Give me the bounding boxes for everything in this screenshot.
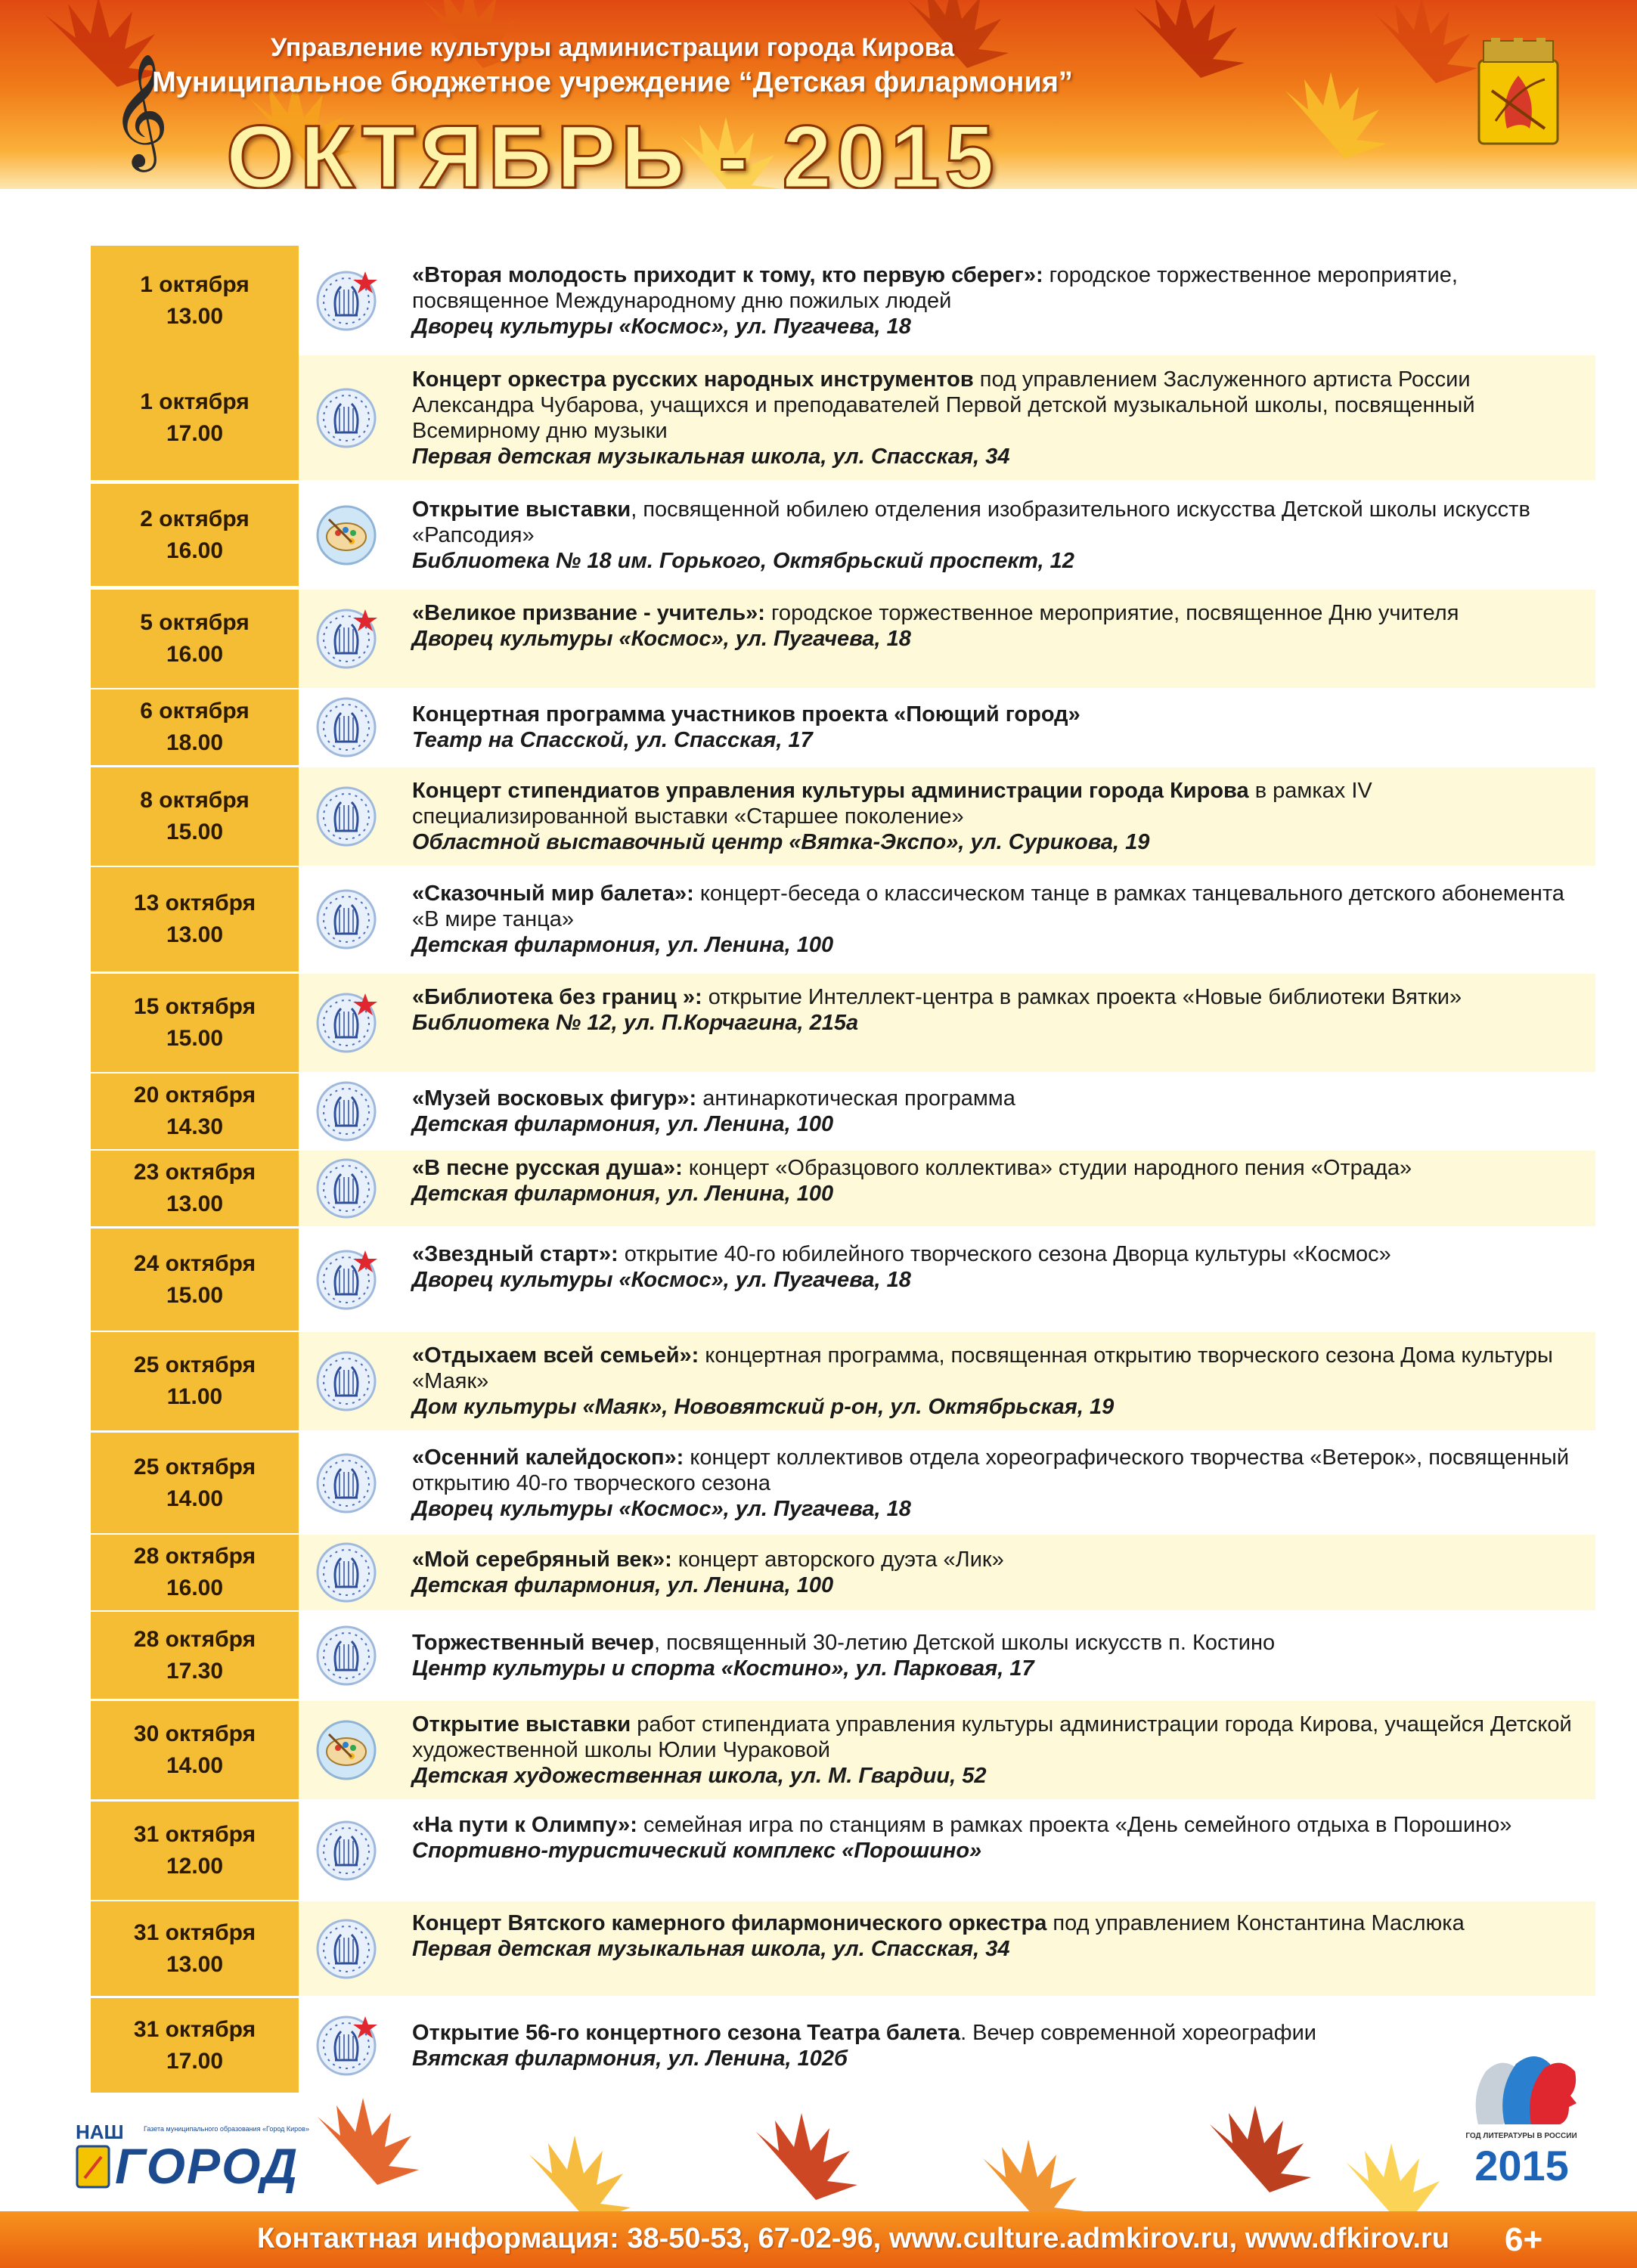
event-time: 16.00 xyxy=(166,538,224,563)
event-title: «Мой серебряный век»: xyxy=(412,1548,672,1572)
event-details: концерт авторского дуэта «Лик» xyxy=(671,1548,1004,1572)
event-row xyxy=(91,1701,1595,1799)
date-cell xyxy=(91,1074,299,1149)
star-lyre-icon xyxy=(314,2013,379,2078)
star-lyre-icon xyxy=(314,1247,379,1312)
event-title: «Отдыхаем всей семьей»: xyxy=(412,1343,699,1368)
event-details: концерт-беседа о классическом танце в рамках танцевального детского абонемента «В мире танца» xyxy=(412,881,1564,931)
profiles-icon xyxy=(1448,2041,1595,2132)
lyre-icon xyxy=(314,695,379,760)
event-description xyxy=(412,1241,1592,1293)
date-cell xyxy=(91,689,299,765)
event-date: 15 октября xyxy=(133,994,256,1019)
event-time: 17.00 xyxy=(166,420,224,446)
nash-gorod-logo-top: НАШ xyxy=(76,2121,124,2143)
event-row xyxy=(91,1901,1595,1996)
event-title: «Великое призвание - учитель»: xyxy=(412,601,765,625)
lyre-icon xyxy=(314,1349,379,1414)
star-lyre-icon xyxy=(314,990,379,1055)
event-details: антинаркотическая программа xyxy=(696,1086,1015,1111)
palette-icon xyxy=(314,503,379,568)
header-organization: Управление культуры администрации города Кирова xyxy=(270,33,954,62)
event-details: . Вечер современной хореографии xyxy=(960,2020,1316,2045)
event-time: 16.00 xyxy=(166,1576,224,1600)
event-details: работ стипендиата управления культуры администрации города Кирова, учащейся Детской художественной школы Юлии Чураковой xyxy=(412,1712,1572,1762)
event-date: 20 октября xyxy=(133,1083,256,1108)
event-venue: Детская художественная школа, ул. М. Гвардии, 52 xyxy=(412,1764,987,1788)
year-of-literature-caption: ГОД ЛИТЕРАТУРЫ В РОССИИ xyxy=(1465,2132,1577,2140)
event-title: «Музей восковых фигур»: xyxy=(412,1086,697,1111)
event-row xyxy=(91,355,1595,480)
lyre-icon xyxy=(314,887,379,952)
year-of-literature-year: 2015 xyxy=(1474,2142,1569,2189)
event-row xyxy=(91,1228,1595,1331)
event-date: 5 октября xyxy=(140,610,250,635)
event-description xyxy=(412,1155,1592,1207)
event-row xyxy=(91,1535,1595,1610)
event-title: Открытие 56-го концертного сезона Театра балета xyxy=(412,2020,961,2045)
event-details: городское торжественное мероприятие, посвященное Дню учителя xyxy=(764,601,1459,625)
event-venue: Дворец культуры «Космос», ул. Пугачева, 18 xyxy=(412,1267,911,1292)
date-cell xyxy=(91,1433,299,1533)
event-title: «В песне русская душа»: xyxy=(412,1156,683,1180)
date-cell xyxy=(91,1612,299,1699)
event-row xyxy=(91,246,1595,355)
event-description xyxy=(412,778,1592,855)
event-venue: Областной выставочный центр «Вятка-Экспо», ул. Сурикова, 19 xyxy=(412,830,1150,854)
lyre-icon xyxy=(314,1916,379,1981)
page-title: ОКТЯБРЬ - 2015 xyxy=(226,107,999,189)
event-date: 1 октября xyxy=(140,271,250,297)
event-venue: Центр культуры и спорта «Костино», ул. Парковая, 17 xyxy=(412,1656,1034,1681)
event-date: 28 октября xyxy=(133,1626,256,1652)
event-time: 14.00 xyxy=(166,1486,224,1511)
event-row xyxy=(91,1332,1595,1430)
event-details: в рамках IV специализированной выставки «Старшее поколение» xyxy=(412,779,1372,829)
event-title: Торжественный вечер xyxy=(412,1630,654,1655)
event-date: 25 октября xyxy=(133,1454,256,1479)
star-lyre-icon xyxy=(314,268,379,333)
date-cell xyxy=(91,767,299,866)
date-cell xyxy=(91,1332,299,1430)
event-time: 14.00 xyxy=(166,1753,224,1778)
event-row xyxy=(91,1802,1595,1900)
event-time: 13.00 xyxy=(166,303,224,329)
event-description xyxy=(412,1445,1592,1522)
lyre-icon xyxy=(314,1156,379,1221)
event-date: 31 октября xyxy=(133,2016,256,2042)
event-venue: Дворец культуры «Космос», ул. Пугачева, 18 xyxy=(412,1496,911,1521)
event-description xyxy=(412,600,1592,652)
event-venue: Первая детская музыкальная школа, ул. Спасская, 34 xyxy=(412,1936,1010,1961)
date-cell xyxy=(91,867,299,971)
event-description xyxy=(412,1712,1592,1789)
date-cell xyxy=(91,1151,299,1226)
event-time: 13.00 xyxy=(166,1951,224,1977)
event-description xyxy=(412,1630,1592,1681)
event-title: Открытие выставки xyxy=(412,1712,631,1737)
event-title: Концерт стипендиатов управления культуры администрации города Кирова xyxy=(412,779,1249,803)
event-time: 15.00 xyxy=(166,1026,224,1051)
event-row xyxy=(91,1074,1595,1149)
event-description xyxy=(412,1547,1592,1598)
event-date: 13 октября xyxy=(133,891,256,916)
event-venue: Первая детская музыкальная школа, ул. Спасская, 34 xyxy=(412,444,1010,469)
event-title: «Осенний калейдоскоп»: xyxy=(412,1445,684,1470)
event-date: 30 октября xyxy=(133,1721,256,1746)
event-title: «Библиотека без границ »: xyxy=(412,985,702,1009)
event-row xyxy=(91,767,1595,866)
event-date: 31 октября xyxy=(133,1919,256,1945)
event-venue: Детская филармония, ул. Ленина, 100 xyxy=(412,933,834,957)
event-details: , посвященный 30-летию Детской школы искусств п. Костино xyxy=(653,1630,1276,1655)
event-venue: Дом культуры «Маяк», Нововятский р-он, ул. Октябрьская, 19 xyxy=(412,1395,1115,1419)
event-time: 14.30 xyxy=(166,1114,224,1139)
event-row xyxy=(91,484,1595,586)
date-cell xyxy=(91,590,299,688)
event-date: 8 октября xyxy=(140,788,250,813)
event-time: 11.00 xyxy=(166,1384,223,1409)
year-of-literature-logo xyxy=(1448,2041,1595,2192)
event-time: 15.00 xyxy=(166,820,224,844)
event-description xyxy=(412,1343,1592,1420)
event-row xyxy=(91,867,1595,971)
event-venue: Библиотека № 18 им. Горького, Октябрьский проспект, 12 xyxy=(412,548,1074,573)
lyre-icon xyxy=(314,1540,379,1605)
star-lyre-icon xyxy=(314,606,379,671)
event-details: открытие Интеллект-центра в рамках проекта «Новые библиотеки Вятки» xyxy=(702,985,1462,1009)
event-details: открытие 40-го юбилейного творческого сезона Дворца культуры «Космос» xyxy=(618,1241,1391,1266)
event-details: концерт коллективов отдела хореографического творчества «Ветерок», посвященный открытию 40-го творческого сезона xyxy=(412,1445,1570,1495)
lyre-icon xyxy=(314,1818,379,1883)
event-details: , посвященной юбилею отделения изобразительного искусства Детской школы искусств «Рапсодия» xyxy=(412,497,1530,547)
event-row xyxy=(91,1998,1595,2093)
nash-gorod-logo xyxy=(76,2121,325,2192)
nash-gorod-emblem-icon xyxy=(76,2145,110,2189)
lyre-icon xyxy=(314,386,379,451)
event-description xyxy=(412,1910,1592,1962)
event-title: Концерт оркестра русских народных инструментов xyxy=(412,367,974,392)
date-cell xyxy=(91,974,299,1072)
lyre-icon xyxy=(314,1623,379,1688)
event-date: 6 октября xyxy=(140,699,250,723)
event-description xyxy=(412,497,1592,574)
lyre-icon xyxy=(314,1079,379,1144)
treble-clef-icon: 𝄞 xyxy=(110,52,169,167)
date-cell xyxy=(91,1901,299,1996)
event-date: 24 октября xyxy=(133,1250,256,1276)
event-date: 28 октября xyxy=(133,1544,256,1569)
event-details: концерт «Образцового коллектива» студии народного пения «Отрада» xyxy=(682,1156,1412,1180)
lyre-icon xyxy=(314,784,379,849)
event-venue: Дворец культуры «Космос», ул. Пугачева, 18 xyxy=(412,314,911,339)
date-cell xyxy=(91,484,299,586)
event-date: 23 октября xyxy=(133,1160,256,1185)
event-title: «Звездный старт»: xyxy=(412,1241,619,1266)
event-description xyxy=(412,1086,1592,1137)
event-venue: Вятская филармония, ул. Ленина, 102б xyxy=(412,2046,848,2071)
event-title: «Сказочный мир балета»: xyxy=(412,881,694,906)
event-description xyxy=(412,2020,1592,2071)
event-details: под управлением Заслуженного артиста России Александра Чубарова, учащихся и преподавателей Первой детской музыкальной школы, посвященный Всемирному дню музыки xyxy=(412,367,1475,443)
event-time: 17.00 xyxy=(166,2048,224,2074)
event-title: Концертная программа участников проекта «Поющий город» xyxy=(412,702,1080,727)
contact-info: Контактная информация: 38-50-53, 67-02-96, www.culture.admkirov.ru, www.dfkirov.ru xyxy=(257,2223,1449,2254)
event-row xyxy=(91,1433,1595,1533)
event-row xyxy=(91,1612,1595,1699)
page-header xyxy=(0,0,1637,189)
event-time: 15.00 xyxy=(166,1282,224,1308)
event-venue: Спортивно-туристический комплекс «Порошино» xyxy=(412,1839,982,1863)
event-description xyxy=(412,984,1592,1036)
event-description xyxy=(412,881,1592,958)
event-date: 1 октября xyxy=(140,389,250,414)
nash-gorod-logo-subtitle: Газета муниципального образования «Город Киров» xyxy=(144,2125,309,2133)
event-details: городское торжественное мероприятие, посвященное Международному дню пожилых людей xyxy=(412,262,1458,313)
palette-icon xyxy=(314,1718,379,1783)
lyre-icon xyxy=(314,1451,379,1516)
date-cell xyxy=(91,1228,299,1331)
event-time: 18.00 xyxy=(166,730,224,755)
event-details: под управлением Константина Маслюка xyxy=(1046,1910,1465,1935)
nash-gorod-logo-name: ГОРОД xyxy=(115,2138,299,2194)
event-row xyxy=(91,1151,1595,1226)
event-description xyxy=(412,262,1592,339)
date-cell xyxy=(91,1535,299,1610)
event-time: 13.00 xyxy=(166,1191,224,1216)
event-time: 16.00 xyxy=(166,642,224,667)
age-rating-badge: 6+ xyxy=(1505,2221,1543,2258)
event-description xyxy=(412,367,1592,469)
event-venue: Детская филармония, ул. Ленина, 100 xyxy=(412,1182,834,1206)
event-row xyxy=(91,974,1595,1072)
event-venue: Детская филармония, ул. Ленина, 100 xyxy=(412,1573,834,1597)
date-cell xyxy=(91,1802,299,1900)
event-title: «Вторая молодость приходит к тому, кто первую сберег»: xyxy=(412,262,1043,287)
event-venue: Детская филармония, ул. Ленина, 100 xyxy=(412,1112,834,1136)
event-title: Открытие выставки xyxy=(412,497,631,522)
event-description xyxy=(412,1812,1592,1864)
event-title: «На пути к Олимпу»: xyxy=(412,1813,637,1837)
header-institution: Муниципальное бюджетное учреждение “Детская филармония” xyxy=(152,67,1073,98)
event-date: 2 октября xyxy=(140,506,250,531)
event-venue: Библиотека № 12, ул. П.Корчагина, 215а xyxy=(412,1011,859,1035)
date-cell xyxy=(91,1701,299,1799)
kirov-coat-of-arms-icon xyxy=(1473,38,1564,151)
event-description xyxy=(412,702,1592,753)
date-cell xyxy=(91,1998,299,2093)
event-time: 17.30 xyxy=(166,1658,224,1684)
date-cell xyxy=(91,355,299,480)
event-venue: Дворец культуры «Космос», ул. Пугачева, 18 xyxy=(412,627,911,651)
event-time: 13.00 xyxy=(166,922,224,947)
event-date: 25 октября xyxy=(133,1352,256,1377)
event-details: концертная программа, посвященная открытию творческого сезона Дома культуры «Маяк» xyxy=(412,1343,1553,1393)
event-date: 31 октября xyxy=(133,1822,256,1847)
event-details: семейная игра по станциям в рамках проекта «День семейного отдыха в Порошино» xyxy=(637,1813,1512,1837)
event-time: 12.00 xyxy=(166,1854,224,1879)
event-row xyxy=(91,689,1595,765)
event-venue: Театр на Спасской, ул. Спасская, 17 xyxy=(412,728,813,752)
date-cell xyxy=(91,246,299,355)
event-row xyxy=(91,590,1595,688)
event-title: Концерт Вятского камерного филармонического оркестра xyxy=(412,1910,1047,1935)
